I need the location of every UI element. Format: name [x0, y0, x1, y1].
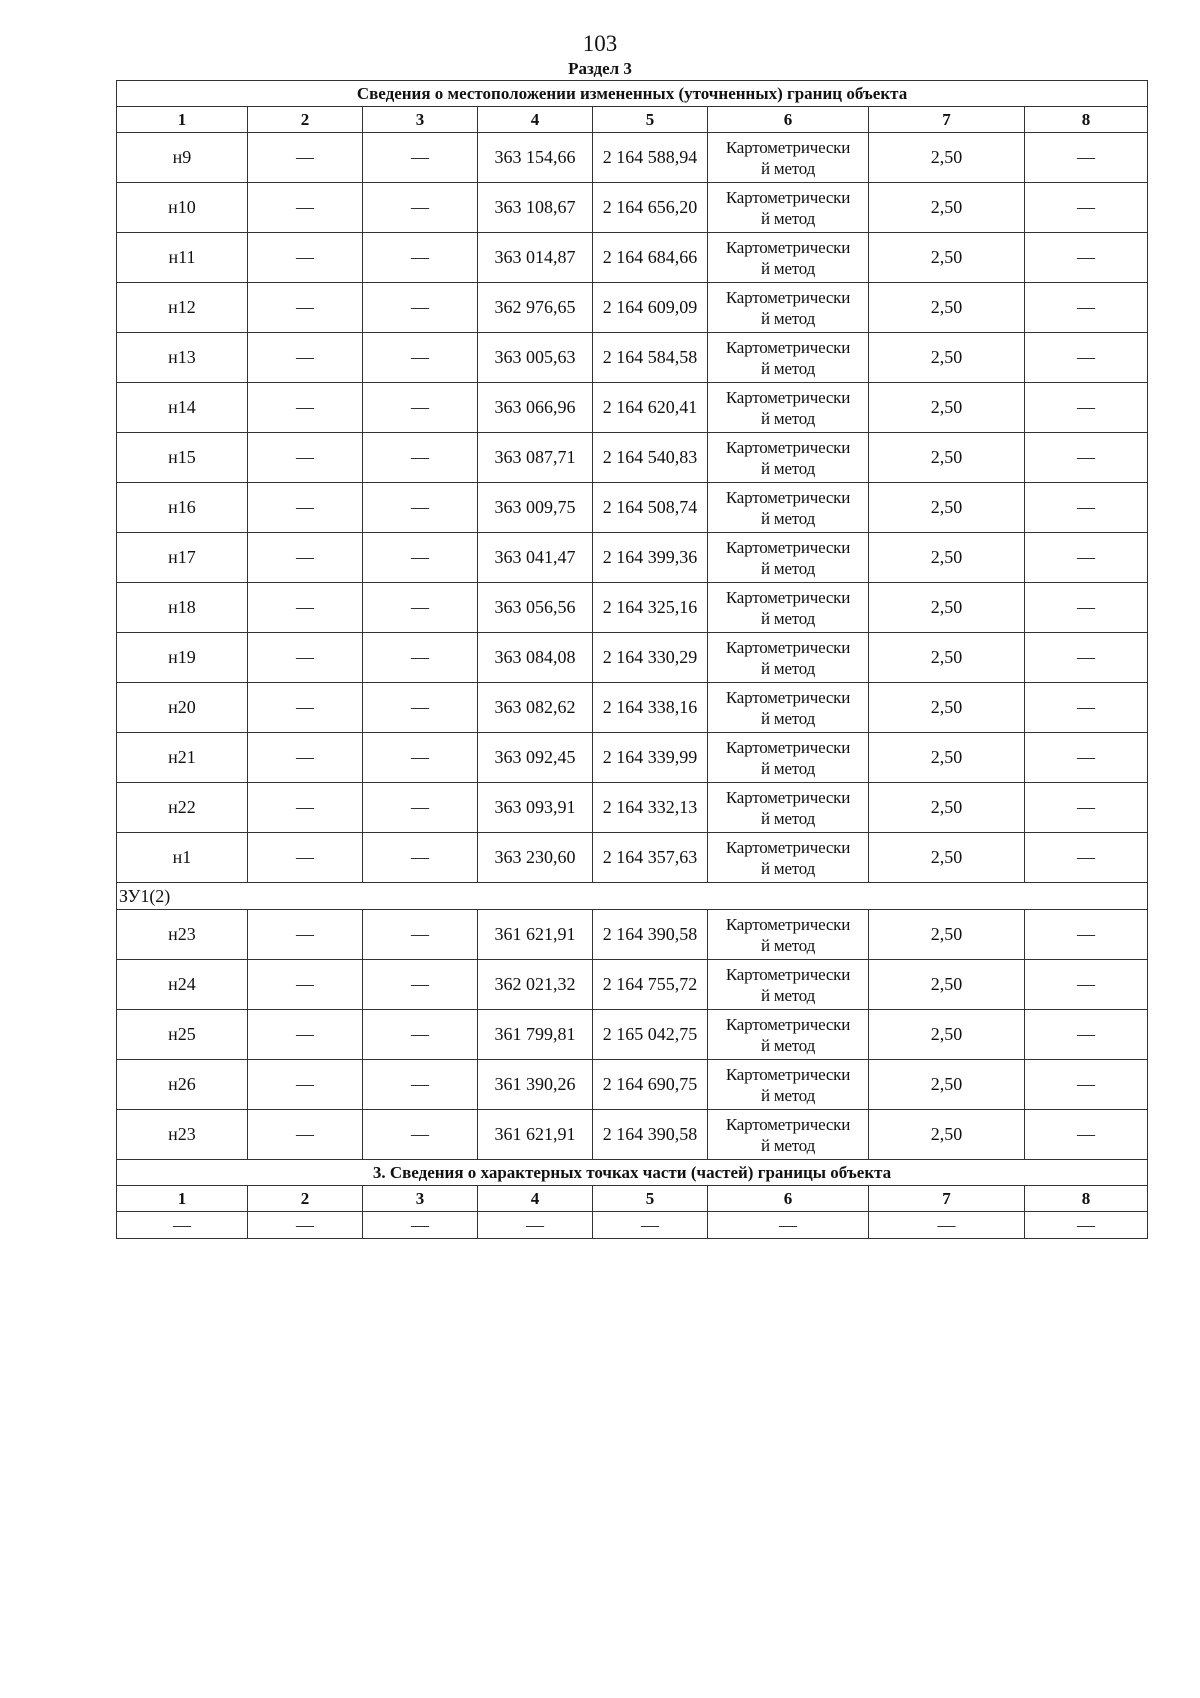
col3-cell: —: [363, 633, 478, 683]
col8-cell: —: [1025, 1060, 1148, 1110]
table1-header-col-6: 6: [708, 107, 869, 133]
x-coordinate-cell: 363 005,63: [478, 333, 593, 383]
accuracy-cell: 2,50: [869, 1060, 1025, 1110]
method-line-1: Картометрически: [725, 337, 851, 357]
method-cell: [708, 1110, 869, 1160]
point-id-cell: н23: [117, 1110, 248, 1160]
col2-cell: —: [248, 533, 363, 583]
method-line-1: Картометрически: [725, 237, 851, 257]
x-coordinate-cell: 361 799,81: [478, 1010, 593, 1060]
method-line-2: й метод: [760, 708, 816, 728]
col2-cell: —: [248, 483, 363, 533]
point-id-cell: н19: [117, 633, 248, 683]
col8-cell: —: [1025, 533, 1148, 583]
col2-cell: —: [248, 733, 363, 783]
col8-cell: —: [1025, 833, 1148, 883]
accuracy-cell: 2,50: [869, 910, 1025, 960]
y-coordinate-cell: 2 164 399,36: [593, 533, 708, 583]
table2-header-col-3: 3: [363, 1186, 478, 1212]
method-cell: [708, 1060, 869, 1110]
col2-cell: —: [248, 183, 363, 233]
table-row: [117, 483, 1148, 533]
x-coordinate-cell: 361 621,91: [478, 910, 593, 960]
table-row: [117, 233, 1148, 283]
y-coordinate-cell: 2 164 620,41: [593, 383, 708, 433]
table2-empty-row: [117, 1212, 1148, 1239]
table2-header-col-8: 8: [1025, 1186, 1148, 1212]
col3-cell: —: [363, 283, 478, 333]
col8-cell: —: [1025, 233, 1148, 283]
col2-cell: —: [248, 583, 363, 633]
table1-header-col-1: 1: [117, 107, 248, 133]
col8-cell: —: [1025, 633, 1148, 683]
table1-header-row: [117, 107, 1148, 133]
accuracy-cell: 2,50: [869, 483, 1025, 533]
col3-cell: —: [363, 833, 478, 883]
method-line-2: й метод: [760, 1085, 816, 1105]
method-line-2: й метод: [760, 935, 816, 955]
y-coordinate-cell: 2 164 755,72: [593, 960, 708, 1010]
table2-header-col-7: 7: [869, 1186, 1025, 1212]
method-line-1: Картометрически: [725, 137, 851, 157]
x-coordinate-cell: 363 230,60: [478, 833, 593, 883]
y-coordinate-cell: 2 164 540,83: [593, 433, 708, 483]
accuracy-cell: 2,50: [869, 1010, 1025, 1060]
col3-cell: —: [363, 783, 478, 833]
y-coordinate-cell: 2 164 609,09: [593, 283, 708, 333]
method-cell: [708, 733, 869, 783]
x-coordinate-cell: 362 976,65: [478, 283, 593, 333]
accuracy-cell: 2,50: [869, 183, 1025, 233]
accuracy-cell: 2,50: [869, 960, 1025, 1010]
table-row: [117, 283, 1148, 333]
method-line-1: Картометрически: [725, 587, 851, 607]
table1-header-col-3: 3: [363, 107, 478, 133]
point-id-cell: н17: [117, 533, 248, 583]
col3-cell: —: [363, 733, 478, 783]
table-row: [117, 683, 1148, 733]
table-row: [117, 133, 1148, 183]
y-coordinate-cell: 2 164 332,13: [593, 783, 708, 833]
method-line-1: Картометрически: [725, 537, 851, 557]
col2-cell: —: [248, 910, 363, 960]
accuracy-cell: 2,50: [869, 783, 1025, 833]
table1-title: Сведения о местоположении измененных (уточненных) границ объекта: [117, 81, 1148, 107]
method-cell: [708, 783, 869, 833]
point-id-cell: н14: [117, 383, 248, 433]
method-line-2: й метод: [760, 985, 816, 1005]
col8-cell: —: [1025, 1110, 1148, 1160]
table1-header-col-2: 2: [248, 107, 363, 133]
accuracy-cell: 2,50: [869, 833, 1025, 883]
method-line-2: й метод: [760, 158, 816, 178]
method-line-2: й метод: [760, 358, 816, 378]
col8-cell: —: [1025, 783, 1148, 833]
method-cell: [708, 683, 869, 733]
col8-cell: —: [1025, 1010, 1148, 1060]
col2-cell: —: [248, 633, 363, 683]
point-id-cell: н1: [117, 833, 248, 883]
method-cell: [708, 333, 869, 383]
col2-cell: —: [248, 960, 363, 1010]
col8-cell: —: [1025, 133, 1148, 183]
accuracy-cell: 2,50: [869, 333, 1025, 383]
col3-cell: —: [363, 683, 478, 733]
method-line-2: й метод: [760, 208, 816, 228]
page-number: 103: [582, 31, 618, 56]
col2-cell: —: [248, 1060, 363, 1110]
method-line-1: Картометрически: [725, 387, 851, 407]
col2-cell: —: [248, 333, 363, 383]
point-id-cell: н11: [117, 233, 248, 283]
col8-cell: —: [1025, 383, 1148, 433]
col8-cell: —: [1025, 583, 1148, 633]
table2-header-col-6: 6: [708, 1186, 869, 1212]
table-row: [117, 183, 1148, 233]
method-cell: [708, 233, 869, 283]
col3-cell: —: [363, 960, 478, 1010]
method-line-1: Картометрически: [725, 964, 851, 984]
col3-cell: —: [363, 333, 478, 383]
method-line-1: Картометрически: [725, 1064, 851, 1084]
x-coordinate-cell: 363 084,08: [478, 633, 593, 683]
col2-cell: —: [248, 283, 363, 333]
col3-cell: —: [363, 433, 478, 483]
y-coordinate-cell: 2 164 390,58: [593, 1110, 708, 1160]
method-line-1: Картометрически: [725, 914, 851, 934]
col3-cell: —: [363, 483, 478, 533]
accuracy-cell: 2,50: [869, 683, 1025, 733]
method-line-1: Картометрически: [725, 837, 851, 857]
col2-cell: —: [248, 383, 363, 433]
point-id-cell: н24: [117, 960, 248, 1010]
x-coordinate-cell: 363 066,96: [478, 383, 593, 433]
method-line-2: й метод: [760, 458, 816, 478]
table-row: [117, 583, 1148, 633]
method-line-1: Картометрически: [725, 487, 851, 507]
table2-header-col-5: 5: [593, 1186, 708, 1212]
x-coordinate-cell: 363 009,75: [478, 483, 593, 533]
x-coordinate-cell: 361 390,26: [478, 1060, 593, 1110]
point-id-cell: н15: [117, 433, 248, 483]
table2-cell-8: —: [1025, 1212, 1148, 1239]
table-row: [117, 960, 1148, 1010]
table1-header-col-4: 4: [478, 107, 593, 133]
table2-cell-1: —: [117, 1212, 248, 1239]
point-id-cell: н23: [117, 910, 248, 960]
method-line-1: Картометрически: [725, 737, 851, 757]
table-row: [117, 1110, 1148, 1160]
y-coordinate-cell: 2 164 390,58: [593, 910, 708, 960]
table-row: [117, 383, 1148, 433]
col2-cell: —: [248, 783, 363, 833]
method-line-2: й метод: [760, 758, 816, 778]
accuracy-cell: 2,50: [869, 383, 1025, 433]
table-row: [117, 533, 1148, 583]
y-coordinate-cell: 2 164 508,74: [593, 483, 708, 533]
table2-title-row: [117, 1160, 1148, 1186]
col3-cell: —: [363, 1010, 478, 1060]
col8-cell: —: [1025, 183, 1148, 233]
method-line-1: Картометрически: [725, 187, 851, 207]
col2-cell: —: [248, 133, 363, 183]
x-coordinate-cell: 363 041,47: [478, 533, 593, 583]
table-row: [117, 1010, 1148, 1060]
accuracy-cell: 2,50: [869, 133, 1025, 183]
col8-cell: —: [1025, 483, 1148, 533]
method-line-2: й метод: [760, 1135, 816, 1155]
table-row: [117, 833, 1148, 883]
table1-header-col-5: 5: [593, 107, 708, 133]
table2-cell-7: —: [869, 1212, 1025, 1239]
method-line-1: Картометрически: [725, 1014, 851, 1034]
col2-cell: —: [248, 1010, 363, 1060]
point-id-cell: н26: [117, 1060, 248, 1110]
x-coordinate-cell: 363 154,66: [478, 133, 593, 183]
col3-cell: —: [363, 183, 478, 233]
table-row: [117, 433, 1148, 483]
point-id-cell: н13: [117, 333, 248, 383]
x-coordinate-cell: 363 093,91: [478, 783, 593, 833]
col3-cell: —: [363, 383, 478, 433]
col3-cell: —: [363, 583, 478, 633]
y-coordinate-cell: 2 164 690,75: [593, 1060, 708, 1110]
y-coordinate-cell: 2 164 338,16: [593, 683, 708, 733]
method-line-2: й метод: [760, 308, 816, 328]
col2-cell: —: [248, 1110, 363, 1160]
point-id-cell: н18: [117, 583, 248, 633]
table2-cell-6: —: [708, 1212, 869, 1239]
accuracy-cell: 2,50: [869, 283, 1025, 333]
table-row: [117, 333, 1148, 383]
method-line-2: й метод: [760, 608, 816, 628]
method-line-2: й метод: [760, 1035, 816, 1055]
method-line-2: й метод: [760, 558, 816, 578]
method-cell: [708, 583, 869, 633]
x-coordinate-cell: 363 108,67: [478, 183, 593, 233]
x-coordinate-cell: 363 092,45: [478, 733, 593, 783]
section-heading: Раздел 3: [568, 59, 632, 78]
col2-cell: —: [248, 683, 363, 733]
method-line-2: й метод: [760, 508, 816, 528]
table-row: [117, 633, 1148, 683]
col8-cell: —: [1025, 433, 1148, 483]
y-coordinate-cell: 2 164 339,99: [593, 733, 708, 783]
y-coordinate-cell: 2 164 357,63: [593, 833, 708, 883]
point-id-cell: н9: [117, 133, 248, 183]
col3-cell: —: [363, 533, 478, 583]
method-cell: [708, 910, 869, 960]
col8-cell: —: [1025, 333, 1148, 383]
method-line-2: й метод: [760, 408, 816, 428]
table2-cell-3: —: [363, 1212, 478, 1239]
accuracy-cell: 2,50: [869, 733, 1025, 783]
method-line-1: Картометрически: [725, 637, 851, 657]
table1-title-row: [117, 81, 1148, 107]
table2-header-col-2: 2: [248, 1186, 363, 1212]
y-coordinate-cell: 2 165 042,75: [593, 1010, 708, 1060]
accuracy-cell: 2,50: [869, 533, 1025, 583]
col3-cell: —: [363, 1060, 478, 1110]
method-line-2: й метод: [760, 808, 816, 828]
method-line-1: Картометрически: [725, 1114, 851, 1134]
table2-header-row: [117, 1186, 1148, 1212]
method-line-2: й метод: [760, 658, 816, 678]
group-label-row: [117, 883, 1148, 910]
col8-cell: —: [1025, 683, 1148, 733]
method-cell: [708, 960, 869, 1010]
method-cell: [708, 1010, 869, 1060]
y-coordinate-cell: 2 164 684,66: [593, 233, 708, 283]
accuracy-cell: 2,50: [869, 1110, 1025, 1160]
table-row: [117, 1060, 1148, 1110]
table2-header-col-1: 1: [117, 1186, 248, 1212]
method-cell: [708, 633, 869, 683]
point-id-cell: н16: [117, 483, 248, 533]
point-id-cell: н22: [117, 783, 248, 833]
boundary-points-table: [116, 80, 1148, 1239]
method-cell: [708, 833, 869, 883]
col3-cell: —: [363, 910, 478, 960]
method-line-2: й метод: [760, 258, 816, 278]
col8-cell: —: [1025, 910, 1148, 960]
table2-cell-2: —: [248, 1212, 363, 1239]
table2-title: 3. Сведения о характерных точках части (частей) границы объекта: [117, 1160, 1148, 1186]
method-cell: [708, 483, 869, 533]
point-id-cell: н25: [117, 1010, 248, 1060]
method-line-1: Картометрически: [725, 437, 851, 457]
col3-cell: —: [363, 1110, 478, 1160]
table1-header-col-7: 7: [869, 107, 1025, 133]
accuracy-cell: 2,50: [869, 233, 1025, 283]
method-line-1: Картометрически: [725, 787, 851, 807]
col3-cell: —: [363, 233, 478, 283]
accuracy-cell: 2,50: [869, 633, 1025, 683]
method-line-1: Картометрически: [725, 687, 851, 707]
table2-header-col-4: 4: [478, 1186, 593, 1212]
table2-cell-5: —: [593, 1212, 708, 1239]
col2-cell: —: [248, 233, 363, 283]
point-id-cell: н21: [117, 733, 248, 783]
col2-cell: —: [248, 833, 363, 883]
y-coordinate-cell: 2 164 656,20: [593, 183, 708, 233]
group-label: ЗУ1(2): [117, 883, 1148, 910]
method-line-1: Картометрически: [725, 287, 851, 307]
table-row: [117, 733, 1148, 783]
col2-cell: —: [248, 433, 363, 483]
method-cell: [708, 383, 869, 433]
table1-header-col-8: 8: [1025, 107, 1148, 133]
y-coordinate-cell: 2 164 325,16: [593, 583, 708, 633]
point-id-cell: н10: [117, 183, 248, 233]
col8-cell: —: [1025, 960, 1148, 1010]
method-cell: [708, 283, 869, 333]
method-cell: [708, 433, 869, 483]
method-cell: [708, 533, 869, 583]
x-coordinate-cell: 363 087,71: [478, 433, 593, 483]
y-coordinate-cell: 2 164 588,94: [593, 133, 708, 183]
x-coordinate-cell: 363 014,87: [478, 233, 593, 283]
x-coordinate-cell: 362 021,32: [478, 960, 593, 1010]
y-coordinate-cell: 2 164 330,29: [593, 633, 708, 683]
col8-cell: —: [1025, 733, 1148, 783]
table-row: [117, 783, 1148, 833]
col8-cell: —: [1025, 283, 1148, 333]
accuracy-cell: 2,50: [869, 433, 1025, 483]
point-id-cell: н12: [117, 283, 248, 333]
accuracy-cell: 2,50: [869, 583, 1025, 633]
table-row: [117, 910, 1148, 960]
x-coordinate-cell: 361 621,91: [478, 1110, 593, 1160]
method-line-2: й метод: [760, 858, 816, 878]
x-coordinate-cell: 363 082,62: [478, 683, 593, 733]
y-coordinate-cell: 2 164 584,58: [593, 333, 708, 383]
method-cell: [708, 183, 869, 233]
col3-cell: —: [363, 133, 478, 183]
point-id-cell: н20: [117, 683, 248, 733]
table2-cell-4: —: [478, 1212, 593, 1239]
x-coordinate-cell: 363 056,56: [478, 583, 593, 633]
method-cell: [708, 133, 869, 183]
